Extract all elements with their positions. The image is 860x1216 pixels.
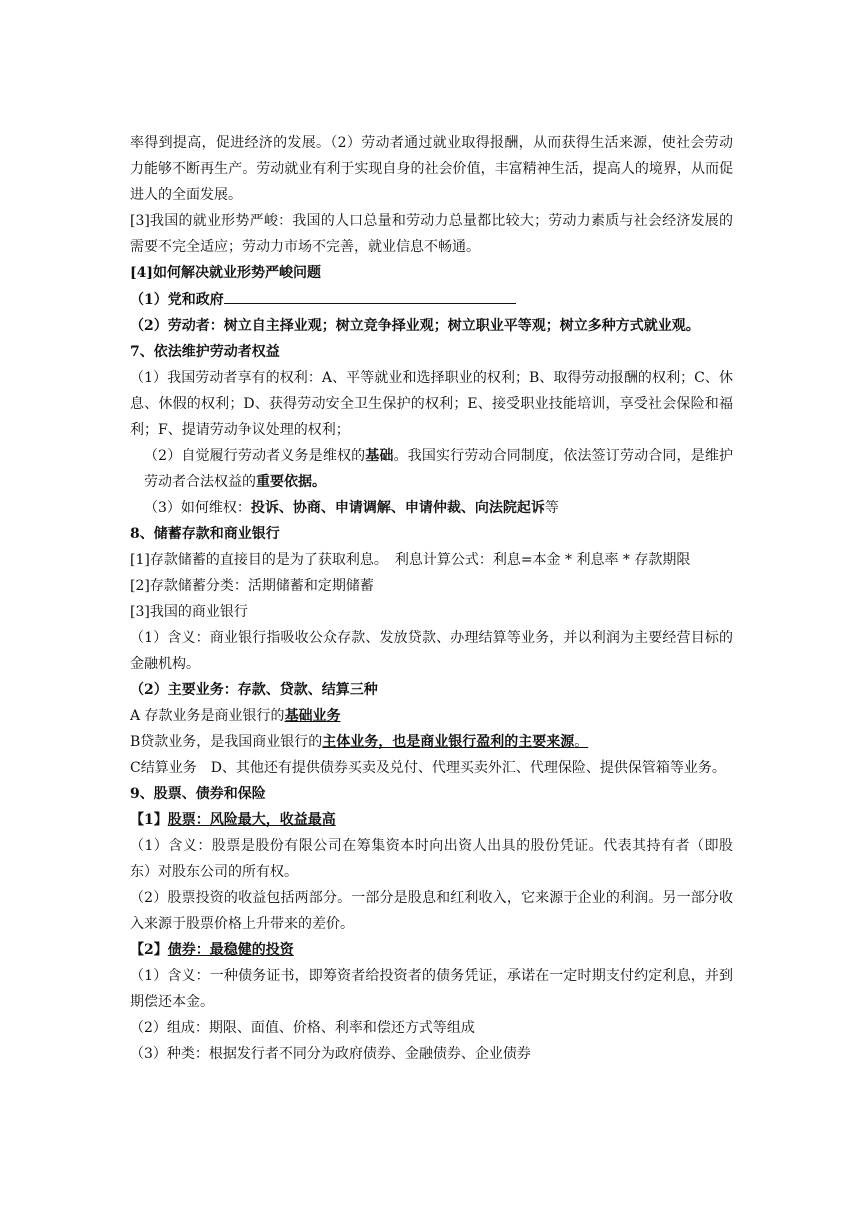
paragraph-worker-duties: （2）自觉履行劳动者义务是维权的基础。我国实行劳动合同制度，依法签订劳动合同，是维护劳动者合法权益的重要依据。 xyxy=(144,448,733,490)
paragraph-how-to-defend: （3）如何维权：投诉、协商、申请调解、申请仲裁、向法院起诉等 xyxy=(144,500,559,516)
item-party-government: （1）党和政府 xyxy=(130,286,733,313)
item-workers-views: （2）劳动者：树立自主择业观；树立竞争择业观；树立职业平等观；树立多种方式就业观。 xyxy=(130,318,700,334)
item-deposit-business: A 存款业务是商业银行的基础业务 xyxy=(130,708,341,724)
paragraph-employment-significance: 率得到提高，促进经济的发展。（2）劳动者通过就业取得报酬，从而获得生活来源，使社会劳动力能够不断再生产。劳动就业有利于实现自身的社会价值，丰富精神生活，提高人的境界，从而促进人的全面发展。 xyxy=(130,135,733,203)
subheading-bonds: 【2】债券：最稳健的投资 xyxy=(130,942,294,958)
section-heading-9: 9、股票、债券和保险 xyxy=(130,786,266,802)
paragraph-bond-definition: （1）含义：一种债务证书，即筹资者给投资者的债务凭证，承诺在一定时期支付约定利息，并到期偿还本金。 xyxy=(130,968,733,1010)
paragraph-stock-definition: （1）含义：股票是股份有限公司在筹集资本时向出资人出具的股份凭证。代表其持有者（即股东）对股东公司的所有权。 xyxy=(130,838,733,880)
section-heading-8: 8、储蓄存款和商业银行 xyxy=(130,526,280,542)
section-heading-7: 7、依法维护劳动者权益 xyxy=(130,344,280,360)
item-main-business: （2）主要业务：存款、贷款、结算三种 xyxy=(130,682,378,698)
paragraph-employment-situation: [3]我国的就业形势严峻：我国的人口总量和劳动力总量都比较大；劳动力素质与社会经济发展的需要不完全适应；劳动力市场不完善，就业信息不畅通。 xyxy=(130,213,733,255)
fill-in-blank-line xyxy=(224,286,516,304)
item-settlement-business: C结算业务 D、其他还有提供债券买卖及兑付、代理买卖外汇、代理保险、提供保管箱等业务。 xyxy=(130,760,726,776)
paragraph-deposit-types: [2]存款储蓄分类：活期储蓄和定期储蓄 xyxy=(130,578,374,594)
heading-solve-employment: [4]如何解决就业形势严峻问题 xyxy=(130,265,321,281)
paragraph-worker-rights: （1）我国劳动者享有的权利：A、平等就业和选择职业的权利；B、取得劳动报酬的权利；C、休息、休假的权利；D、获得劳动安全卫生保护的权利；E、接受职业技能培训，享受社会保险和福利；F、提请劳动争议处理的权利； xyxy=(130,370,733,438)
document-body xyxy=(130,130,733,1067)
paragraph-bond-composition: （2）组成：期限、面值、价格、利率和偿还方式等组成 xyxy=(130,1020,475,1036)
paragraph-bond-types: （3）种类：根据发行者不同分为政府债券、金融债券、企业债券 xyxy=(130,1046,531,1062)
paragraph-stock-returns: （2）股票投资的收益包括两部分。一部分是股息和红利收入，它来源于企业的利润。另一部分收入来源于股票价格上升带来的差价。 xyxy=(130,890,733,932)
item-loan-business: B贷款业务，是我国商业银行的主体业务，也是商业银行盈利的主要来源。 xyxy=(130,734,589,750)
paragraph-deposit-purpose: [1]存款储蓄的直接目的是为了获取利息。 利息计算公式：利息=本金 * 利息率 * 存款期限 xyxy=(130,552,691,568)
paragraph-bank-definition: （1）含义：商业银行指吸收公众存款、发放贷款、办理结算等业务，并以利润为主要经营目标的金融机构。 xyxy=(130,630,733,672)
subheading-stocks: 【1】股票：风险最大，收益最高 xyxy=(130,812,336,828)
paragraph-commercial-bank: [3]我国的商业银行 xyxy=(130,604,248,620)
